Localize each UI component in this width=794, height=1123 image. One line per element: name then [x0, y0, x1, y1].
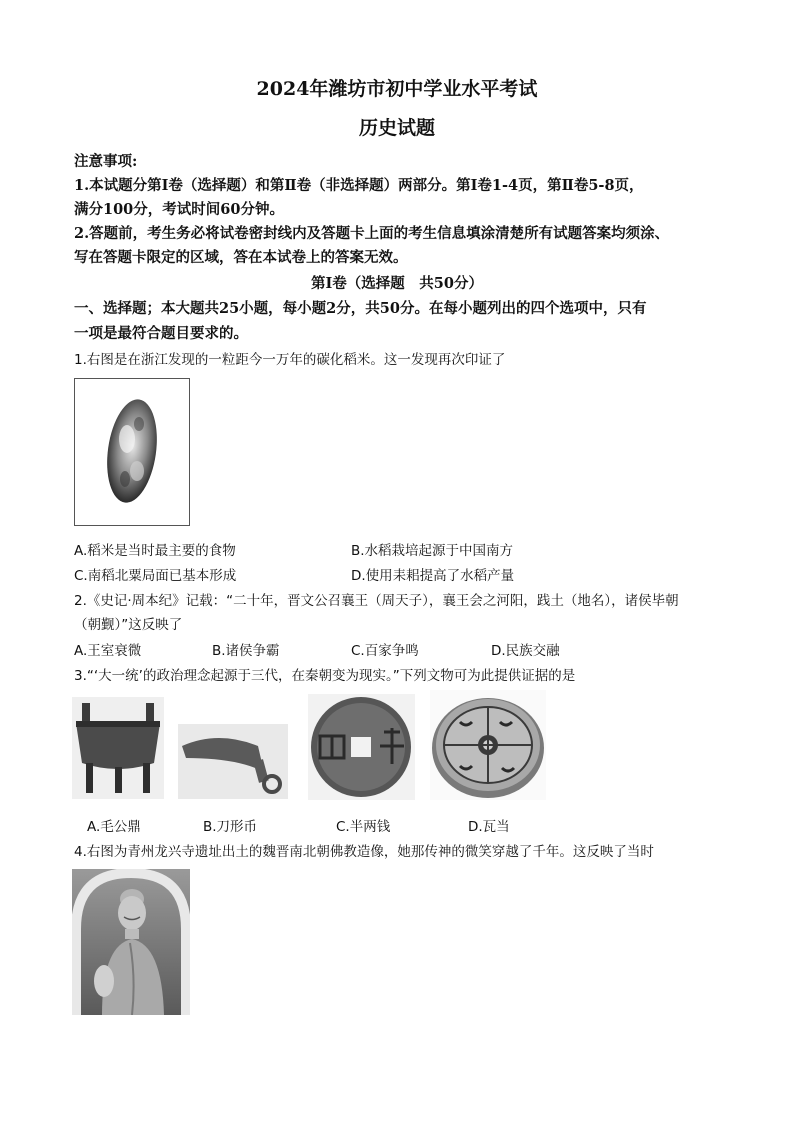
banliang-coin-image	[308, 694, 415, 800]
section-instructions-line2: 一项是最符合题目要求的。	[74, 325, 248, 342]
carbonized-rice-image	[74, 378, 190, 526]
notice-item2-line1: 2.答题前，考生务必将试卷密封线内及答题卡上面的考生信息填涂清楚所有试题答案均须涂、	[74, 225, 670, 242]
q2-option-d: D.民族交融	[491, 643, 560, 659]
q1-option-b: B.水稻栽培起源于中国南方	[351, 543, 514, 559]
q4-stem: 4.右图为青州龙兴寺遗址出土的魏晋南北朝佛教造像，她那传神的微笑穿越了千年。这反映了当时	[74, 844, 654, 860]
notice-item2-line2: 写在答题卡限定的区域，答在本试卷上的答案无效。	[74, 249, 408, 266]
maogong-ding-image	[72, 697, 164, 799]
q2-option-b: B.诸侯争霸	[212, 643, 280, 659]
section-instructions-line1: 一、选择题；本大题共25小题，每小题2分，共50分。在每小题列出的四个选项中，只有	[74, 300, 647, 317]
notice-heading: 注意事项:	[74, 153, 138, 170]
buddha-statue-image	[72, 869, 190, 1015]
q3-option-a: A.毛公鼎	[87, 819, 141, 835]
q3-option-d: D.瓦当	[468, 819, 510, 835]
q2-option-c: C.百家争鸣	[351, 643, 419, 659]
q1-option-a: A.稻米是当时最主要的食物	[74, 543, 236, 559]
q2-stem-line1: 2.《史记·周本纪》记载：“二十年，晋文公召襄王（周天子），襄王会之河阳，践土（地名），诸侯毕朝	[74, 593, 679, 609]
wadang-image	[430, 690, 546, 800]
notice-item1-line1: 1.本试题分第Ⅰ卷（选择题）和第Ⅱ卷（非选择题）两部分。第Ⅰ卷1-4页，第Ⅱ卷5-8页，	[74, 177, 644, 194]
knife-money-image	[178, 724, 288, 799]
exam-title: 2024年潍坊市初中学业水平考试	[256, 78, 538, 100]
q1-option-c: C.南稻北粟局面已基本形成	[74, 568, 237, 584]
section-title: 第Ⅰ卷（选择题 共50分）	[311, 275, 483, 292]
notice-item1-line2: 满分100分，考试时间60分钟。	[74, 201, 284, 218]
q2-stem-line2: （朝觐）”这反映了	[74, 617, 183, 633]
q3-option-b: B.刀形币	[203, 819, 258, 835]
q1-option-d: D.使用耒耜提高了水稻产量	[351, 568, 515, 584]
q2-option-a: A.王室衰微	[74, 643, 142, 659]
q3-option-c: C.半两钱	[336, 819, 391, 835]
exam-subtitle: 历史试题	[358, 117, 435, 139]
q1-stem: 1.右图是在浙江发现的一粒距今一万年的碳化稻米。这一发现再次印证了	[74, 352, 506, 368]
q3-stem: 3.“‘大一统’的政治理念起源于三代，在秦朝变为现实。”下列文物可为此提供证据的是	[74, 668, 576, 684]
